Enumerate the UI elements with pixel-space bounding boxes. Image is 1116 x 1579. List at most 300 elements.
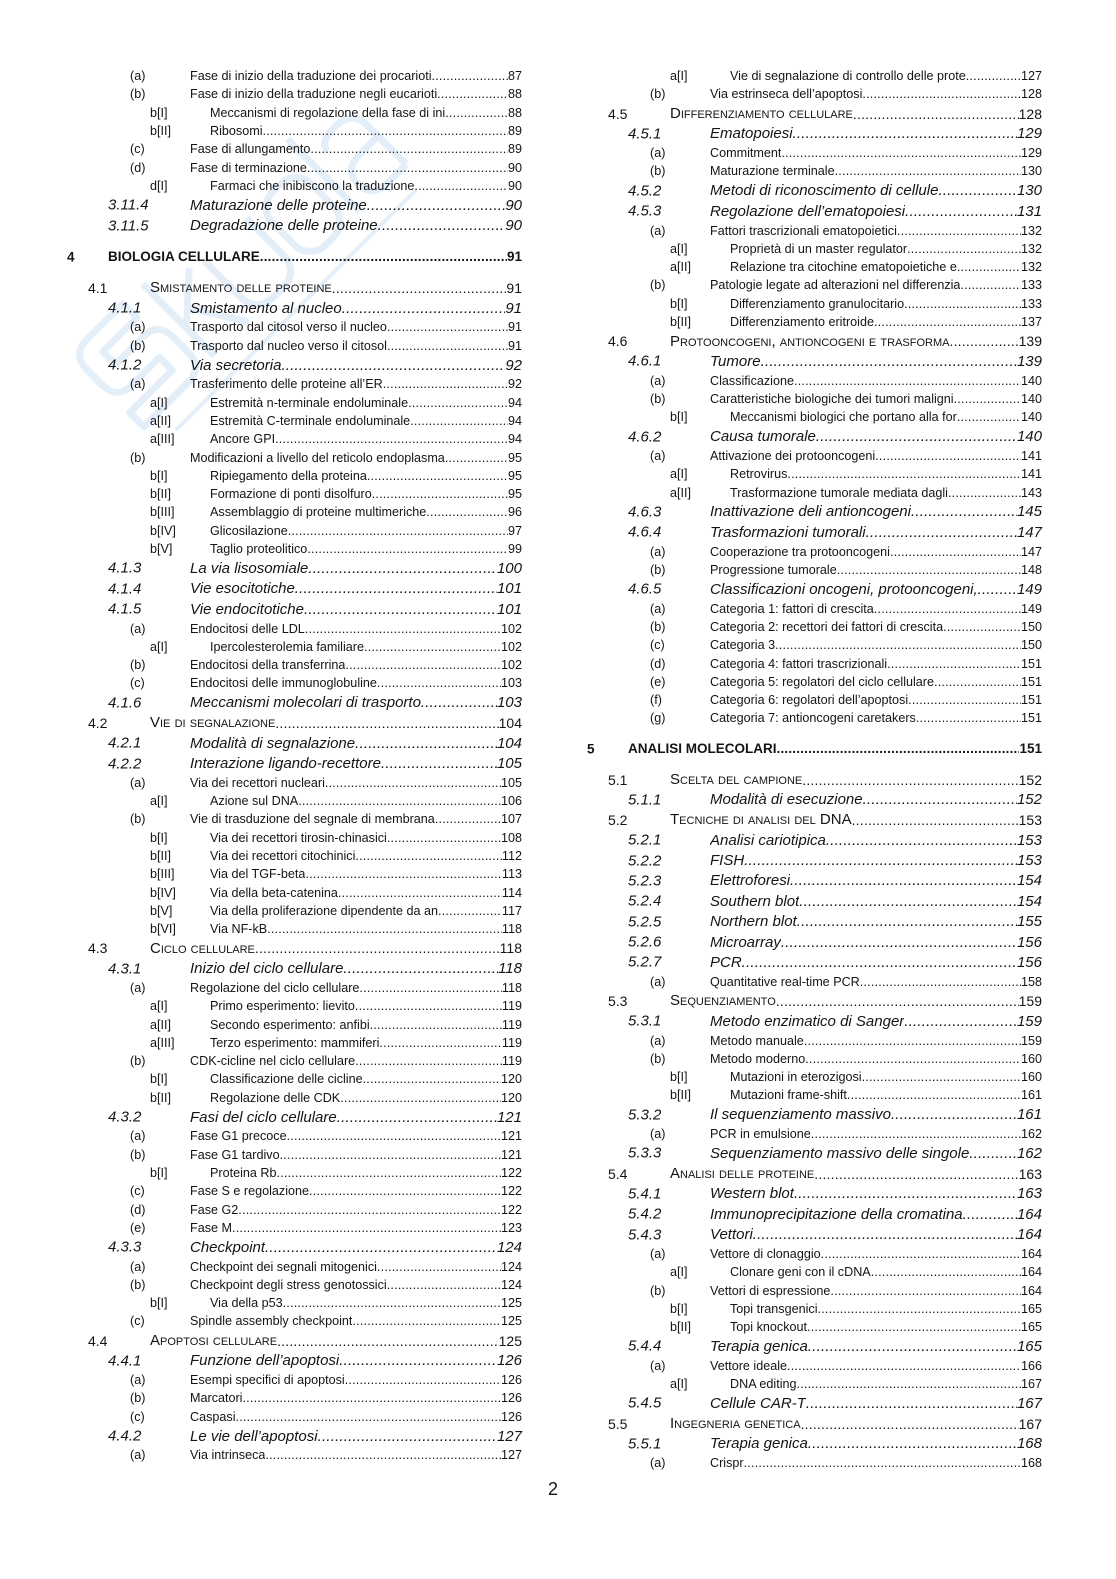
toc-entry-item[interactable] xyxy=(585,1031,1042,1049)
dot-leader xyxy=(379,1036,502,1050)
toc-entry-subsection[interactable] xyxy=(585,790,1042,810)
toc-entry-page: 91 xyxy=(506,279,522,296)
toc-entry-subsection[interactable] xyxy=(65,599,522,619)
toc-entry-title: Meccanismi molecolari di trasporto xyxy=(190,694,421,712)
toc-entry-title: Farmaci che inibiscono la traduzione xyxy=(210,178,415,193)
toc-entry-subitem[interactable] xyxy=(585,1318,1042,1336)
toc-entry-subitem[interactable] xyxy=(65,920,522,938)
toc-entry-title: Maturazione delle proteine xyxy=(190,196,367,214)
toc-entry-subsection[interactable] xyxy=(585,1105,1042,1125)
toc-entry-number: 5.2.4 xyxy=(628,892,662,910)
dot-leader xyxy=(355,999,502,1013)
toc-entry-item[interactable] xyxy=(65,67,522,85)
toc-entry-number: 4.3.2 xyxy=(108,1108,142,1126)
toc-entry-subsection[interactable] xyxy=(585,830,1042,850)
toc-entry-page: 103 xyxy=(500,676,522,691)
dot-leader xyxy=(267,922,502,936)
toc-entry-page: 164 xyxy=(1020,1265,1042,1280)
toc-entry-item[interactable] xyxy=(65,619,522,637)
dot-leader xyxy=(794,374,1021,388)
toc-entry-number: 5.5.1 xyxy=(628,1435,662,1453)
toc-entry-item[interactable] xyxy=(65,774,522,792)
dot-leader xyxy=(426,505,508,519)
page-number: 2 xyxy=(547,1479,558,1499)
toc-entry-subitem[interactable] xyxy=(585,1086,1042,1104)
toc-entry-item[interactable] xyxy=(585,144,1042,162)
toc-entry-page: 91 xyxy=(507,320,522,335)
dot-leader xyxy=(387,1278,501,1292)
toc-entry-page: 130 xyxy=(1020,164,1042,179)
toc-entry-subitem[interactable] xyxy=(65,1294,522,1312)
dot-leader xyxy=(410,414,508,428)
toc-entry-number: (a) xyxy=(650,1033,666,1048)
toc-entry-number: b[II] xyxy=(670,1320,691,1335)
toc-entry-subitem[interactable] xyxy=(65,865,522,883)
toc-entry-subitem[interactable] xyxy=(65,104,522,122)
toc-entry-section[interactable] xyxy=(585,1164,1042,1184)
toc-entry-number: 4.2 xyxy=(88,714,108,731)
toc-entry-subsection[interactable] xyxy=(585,1184,1042,1204)
toc-entry-item[interactable] xyxy=(585,636,1042,654)
toc-entry-item[interactable] xyxy=(585,1281,1042,1299)
dot-leader xyxy=(957,410,1021,424)
toc-entry-number: a[I] xyxy=(670,241,688,256)
toc-entry-subsection[interactable] xyxy=(65,1237,522,1257)
toc-entry-subsection[interactable] xyxy=(585,124,1042,144)
toc-entry-chapter[interactable] xyxy=(585,728,1042,770)
toc-entry-subitem[interactable] xyxy=(585,1300,1042,1318)
dot-leader xyxy=(287,1129,501,1143)
toc-entry-page: 140 xyxy=(1020,373,1042,388)
toc-entry-subsection[interactable] xyxy=(585,932,1042,952)
toc-entry-subsection[interactable] xyxy=(585,1143,1042,1163)
toc-entry-item[interactable] xyxy=(65,1219,522,1237)
toc-entry-subsection[interactable] xyxy=(65,579,522,599)
toc-entry-title: Degradazione delle proteine xyxy=(190,217,378,235)
toc-entry-page: 152 xyxy=(1016,791,1042,809)
toc-entry-page: 119 xyxy=(501,1054,522,1069)
toc-entry-subitem[interactable] xyxy=(585,295,1042,313)
dot-leader xyxy=(897,224,1021,238)
toc-entry-page: 167 xyxy=(1020,1377,1042,1392)
toc-entry-item[interactable] xyxy=(65,1146,522,1164)
dot-leader xyxy=(916,711,1021,725)
toc-entry-item[interactable] xyxy=(585,709,1042,727)
toc-entry-item[interactable] xyxy=(65,318,522,336)
toc-entry-item[interactable] xyxy=(65,979,522,997)
toc-entry-subsection[interactable] xyxy=(585,952,1042,972)
toc-entry-title: Regolazione dell’ematopoiesi xyxy=(710,202,906,220)
toc-entry-subsection[interactable] xyxy=(585,522,1042,542)
toc-entry-title: Checkpoint dei segnali mitogenici xyxy=(190,1259,377,1274)
toc-entry-title: Inizio del ciclo cellulare xyxy=(190,960,344,978)
toc-entry-title: Categoria 6: regolatori dell’apoptosi xyxy=(710,693,909,708)
dot-leader xyxy=(847,1088,1021,1102)
toc-entry-item[interactable] xyxy=(65,1276,522,1294)
toc-entry-number: 4.6.1 xyxy=(628,352,662,370)
toc-entry-subitem[interactable] xyxy=(65,522,522,540)
toc-entry-subsection[interactable] xyxy=(585,912,1042,932)
toc-entry-number: 4.6.5 xyxy=(628,580,662,598)
toc-entry-item[interactable] xyxy=(65,656,522,674)
toc-entry-subsection[interactable] xyxy=(65,1107,522,1127)
toc-entry-item[interactable] xyxy=(585,691,1042,709)
toc-entry-title: Vettore di clonaggio xyxy=(710,1246,821,1261)
toc-entry-subsection[interactable] xyxy=(65,693,522,713)
toc-entry-subitem[interactable] xyxy=(65,540,522,558)
toc-entry-number: b[II] xyxy=(150,849,171,864)
toc-entry-subitem[interactable] xyxy=(65,638,522,656)
toc-entry-subsection[interactable] xyxy=(65,558,522,578)
toc-entry-page: 140 xyxy=(1020,391,1042,406)
toc-entry-subitem[interactable] xyxy=(65,1089,522,1107)
toc-entry-subitem[interactable] xyxy=(585,240,1042,258)
toc-entry-title: Meccanismi biologici che portano alla for xyxy=(730,410,957,425)
toc-entry-item[interactable] xyxy=(65,810,522,828)
dot-leader xyxy=(445,451,508,465)
toc-entry-title: Trasferimento delle proteine all’ER xyxy=(190,377,383,392)
toc-entry-title: Fase di allungamento xyxy=(190,142,311,157)
toc-entry-subsection[interactable] xyxy=(585,891,1042,911)
toc-entry-item[interactable] xyxy=(65,1389,522,1407)
toc-entry-page: 119 xyxy=(501,999,522,1014)
toc-entry-subsection[interactable] xyxy=(65,1351,522,1371)
toc-entry-subitem[interactable] xyxy=(65,503,522,521)
toc-entry-page: 139 xyxy=(1016,352,1042,370)
toc-entry-item[interactable] xyxy=(585,390,1042,408)
dot-leader xyxy=(309,1184,501,1198)
toc-entry-subsection[interactable] xyxy=(65,958,522,978)
toc-entry-number: 4.1.6 xyxy=(108,694,142,712)
toc-entry-subitem[interactable] xyxy=(65,1164,522,1182)
toc-entry-subitem[interactable] xyxy=(585,1263,1042,1281)
dot-leader xyxy=(807,1320,1021,1334)
dot-leader xyxy=(318,1428,497,1445)
toc-entry-title: Via dei recettori citochinici xyxy=(210,849,356,864)
toc-entry-page: 96 xyxy=(507,505,522,520)
toc-entry-subsection[interactable] xyxy=(585,181,1042,201)
toc-entry-subitem[interactable] xyxy=(585,408,1042,426)
dot-leader xyxy=(355,849,502,863)
toc-entry-number: 5.4.1 xyxy=(628,1185,662,1203)
toc-entry-number: (b) xyxy=(130,812,146,827)
toc-entry-item[interactable] xyxy=(585,1050,1042,1068)
toc-entry-subsection[interactable] xyxy=(585,871,1042,891)
toc-entry-item[interactable] xyxy=(585,1125,1042,1143)
toc-entry-number: (b) xyxy=(650,1283,666,1298)
toc-entry-item[interactable] xyxy=(65,140,522,158)
toc-entry-subsection[interactable] xyxy=(65,733,522,753)
toc-entry-subitem[interactable] xyxy=(65,122,522,140)
toc-entry-title: Cooperazione tra protooncogeni xyxy=(710,544,890,559)
toc-entry-title: Via dei recettori nucleari xyxy=(190,775,325,790)
dot-leader xyxy=(260,249,507,264)
toc-entry-section[interactable] xyxy=(65,278,522,298)
dot-leader xyxy=(263,124,508,138)
toc-entry-page: 126 xyxy=(500,1373,522,1388)
toc-entry-page: 164 xyxy=(1016,1226,1042,1244)
toc-entry-subitem[interactable] xyxy=(65,902,522,920)
toc-entry-subsection[interactable] xyxy=(585,426,1042,446)
dot-leader xyxy=(804,1034,1021,1048)
toc-entry-title: Via della p53 xyxy=(210,1296,283,1311)
dot-leader xyxy=(277,1333,499,1349)
dot-leader xyxy=(342,300,506,317)
toc-entry-item[interactable] xyxy=(585,618,1042,636)
toc-entry-title: Commitment xyxy=(710,146,782,161)
toc-entry-title: Fasi del ciclo cellulare xyxy=(190,1108,337,1126)
toc-entry-item[interactable] xyxy=(585,654,1042,672)
dot-leader xyxy=(852,812,1019,828)
toc-entry-page: 139 xyxy=(1018,333,1042,350)
dot-leader xyxy=(265,1239,497,1256)
dot-leader xyxy=(862,1070,1021,1084)
toc-entry-item[interactable] xyxy=(585,85,1042,103)
toc-entry-title: Tumore xyxy=(710,352,761,370)
toc-entry-section[interactable] xyxy=(65,1331,522,1351)
toc-entry-title: Fase M xyxy=(190,1220,232,1235)
toc-entry-page: 149 xyxy=(1020,601,1042,616)
toc-entry-subitem[interactable] xyxy=(65,467,522,485)
toc-entry-number: (b) xyxy=(650,87,666,102)
toc-entry-subsection[interactable] xyxy=(585,1434,1042,1454)
dot-leader xyxy=(814,1166,1018,1182)
toc-entry-section[interactable] xyxy=(585,104,1042,124)
toc-entry-title: Differenziamento granulocitario xyxy=(730,296,905,311)
toc-entry-title: Causa tumorale xyxy=(710,428,816,446)
toc-entry-page: 92 xyxy=(507,377,522,392)
dot-leader xyxy=(911,503,1017,520)
toc-entry-title: Vie di segnalazione xyxy=(150,714,276,732)
toc-entry-item[interactable] xyxy=(585,973,1042,991)
toc-entry-item[interactable] xyxy=(65,674,522,692)
toc-entry-item[interactable] xyxy=(65,1127,522,1145)
toc-entry-number: (c) xyxy=(130,1409,145,1424)
toc-entry-subitem[interactable] xyxy=(65,829,522,847)
toc-entry-subitem[interactable] xyxy=(585,258,1042,276)
toc-entry-subsection[interactable] xyxy=(65,1426,522,1446)
toc-entry-number: (b) xyxy=(650,278,666,293)
toc-entry-item[interactable] xyxy=(585,447,1042,465)
toc-entry-page: 121 xyxy=(500,1129,522,1144)
toc-entry-number: (a) xyxy=(650,146,666,161)
toc-entry-page: 164 xyxy=(1016,1205,1042,1223)
toc-entry-page: 120 xyxy=(500,1090,522,1105)
toc-entry-item[interactable] xyxy=(65,158,522,176)
dot-leader xyxy=(265,1448,501,1462)
dot-leader xyxy=(387,320,508,334)
dot-leader xyxy=(408,396,508,410)
toc-entry-subitem[interactable] xyxy=(65,412,522,430)
toc-entry-number: (a) xyxy=(650,1127,666,1142)
toc-entry-subsection[interactable] xyxy=(65,355,522,375)
toc-entry-item[interactable] xyxy=(585,542,1042,560)
toc-entry-page: 148 xyxy=(1020,562,1042,577)
toc-entry-subitem[interactable] xyxy=(65,884,522,902)
toc-entry-item[interactable] xyxy=(585,1454,1042,1472)
toc-entry-item[interactable] xyxy=(585,1245,1042,1263)
toc-entry-subitem[interactable] xyxy=(585,465,1042,483)
dot-leader xyxy=(862,87,1021,101)
dot-leader xyxy=(288,524,508,538)
toc-entry-section[interactable] xyxy=(585,1414,1042,1434)
toc-entry-title: Patologie legate ad alterazioni nel differenzia xyxy=(710,278,961,293)
toc-entry-number: (c) xyxy=(130,676,145,691)
dot-leader xyxy=(777,741,1020,756)
toc-entry-chapter[interactable] xyxy=(65,236,522,278)
toc-entry-item[interactable] xyxy=(65,1052,522,1070)
toc-entry-item[interactable] xyxy=(65,1312,522,1330)
toc-entry-subsection[interactable] xyxy=(585,502,1042,522)
toc-entry-page: 90 xyxy=(505,217,522,235)
toc-entry-title: Elettroforesi xyxy=(710,872,791,890)
toc-entry-item[interactable] xyxy=(65,1446,522,1464)
dot-leader xyxy=(277,1166,501,1180)
toc-entry-number: b[III] xyxy=(150,867,175,882)
toc-entry-page: 88 xyxy=(507,105,522,120)
toc-entry-item[interactable] xyxy=(65,375,522,393)
toc-entry-number: b[IV] xyxy=(150,885,176,900)
dot-leader xyxy=(363,1072,501,1086)
toc-entry-subitem[interactable] xyxy=(65,847,522,865)
toc-entry-subitem[interactable] xyxy=(65,1015,522,1033)
dot-leader xyxy=(338,886,502,900)
toc-entry-item[interactable] xyxy=(585,561,1042,579)
toc-entry-item[interactable] xyxy=(585,673,1042,691)
dot-leader xyxy=(377,1260,501,1274)
toc-entry-title: Vie di segnalazione di controllo delle prote xyxy=(730,69,966,84)
toc-entry-title: FISH xyxy=(710,852,745,870)
toc-entry-subitem[interactable] xyxy=(65,177,522,195)
toc-entry-number: 5.4.5 xyxy=(628,1394,662,1412)
dot-leader xyxy=(236,1410,501,1424)
toc-entry-title: Metodo manuale xyxy=(710,1033,804,1048)
toc-entry-page: 154 xyxy=(1016,872,1042,890)
dot-leader xyxy=(378,217,506,234)
dot-leader xyxy=(978,581,1017,598)
toc-entry-subitem[interactable] xyxy=(65,792,522,810)
toc-entry-section[interactable] xyxy=(65,713,522,733)
toc-entry-subsection[interactable] xyxy=(585,1393,1042,1413)
toc-entry-subsection[interactable] xyxy=(65,195,522,215)
toc-entry-section[interactable] xyxy=(585,331,1042,351)
dot-leader xyxy=(255,940,500,956)
toc-entry-number: 5.3.3 xyxy=(628,1144,662,1162)
toc-entry-subsection[interactable] xyxy=(65,298,522,318)
toc-entry-page: 128 xyxy=(1018,105,1042,122)
toc-entry-title: Estremità C-terminale endoluminale xyxy=(210,413,411,428)
toc-entry-title: Sequenziamento massivo delle singole xyxy=(710,1144,970,1162)
toc-entry-subsection[interactable] xyxy=(585,1336,1042,1356)
toc-entry-subitem[interactable] xyxy=(65,430,522,448)
toc-entry-subsection[interactable] xyxy=(585,1204,1042,1224)
toc-entry-title: Caratteristiche biologiche dei tumori maligni xyxy=(710,391,954,406)
toc-entry-subitem[interactable] xyxy=(585,483,1042,501)
toc-entry-subsection[interactable] xyxy=(65,753,522,773)
toc-entry-page: 117 xyxy=(501,903,522,918)
toc-entry-number: 4.5.2 xyxy=(628,182,662,200)
toc-entry-item[interactable] xyxy=(585,1357,1042,1375)
toc-entry-subsection[interactable] xyxy=(585,850,1042,870)
toc-entry-subsection[interactable] xyxy=(585,351,1042,371)
toc-entry-subsection[interactable] xyxy=(585,1224,1042,1244)
toc-entry-page: 89 xyxy=(507,124,522,139)
toc-entry-page: 125 xyxy=(500,1314,522,1329)
dot-leader xyxy=(414,179,508,193)
toc-entry-item[interactable] xyxy=(585,221,1042,239)
toc-entry-item[interactable] xyxy=(65,1182,522,1200)
toc-entry-item[interactable] xyxy=(65,85,522,103)
toc-entry-item[interactable] xyxy=(65,1200,522,1218)
toc-entry-page: 159 xyxy=(1016,1012,1042,1030)
toc-entry-page: 124 xyxy=(500,1259,522,1274)
toc-entry-subitem[interactable] xyxy=(65,394,522,412)
toc-entry-page: 129 xyxy=(1020,146,1042,161)
toc-entry-subsection[interactable] xyxy=(65,215,522,235)
toc-entry-item[interactable] xyxy=(65,1408,522,1426)
toc-entry-subsection[interactable] xyxy=(585,201,1042,221)
toc-entry-subitem[interactable] xyxy=(585,1068,1042,1086)
toc-entry-subitem[interactable] xyxy=(65,997,522,1015)
toc-entry-item[interactable] xyxy=(585,372,1042,390)
toc-entry-section[interactable] xyxy=(585,770,1042,790)
toc-entry-number: 4.3.3 xyxy=(108,1238,142,1256)
toc-entry-page: 133 xyxy=(1020,296,1042,311)
toc-entry-title: Scelta del campione xyxy=(670,771,803,789)
dot-leader xyxy=(954,392,1021,406)
toc-entry-item[interactable] xyxy=(65,1257,522,1275)
toc-entry-item[interactable] xyxy=(65,1371,522,1389)
toc-entry-page: 154 xyxy=(1016,892,1042,910)
toc-entry-subsection[interactable] xyxy=(585,1011,1042,1031)
toc-entry-item[interactable] xyxy=(585,599,1042,617)
toc-entry-subitem[interactable] xyxy=(65,1070,522,1088)
toc-entry-title: Ingegneria genetica xyxy=(670,1415,801,1433)
toc-entry-subitem[interactable] xyxy=(65,485,522,503)
toc-entry-subitem[interactable] xyxy=(65,1034,522,1052)
toc-entry-title: Metodi di riconoscimento di cellule xyxy=(710,182,939,200)
toc-entry-subsection[interactable] xyxy=(585,579,1042,599)
toc-entry-title: Sequenziamento xyxy=(670,992,776,1010)
toc-entry-page: 91 xyxy=(506,249,522,265)
toc-entry-page: 101 xyxy=(496,580,522,598)
toc-entry-section[interactable] xyxy=(65,938,522,958)
toc-entry-page: 104 xyxy=(496,734,522,752)
toc-entry-item[interactable] xyxy=(65,448,522,466)
toc-entry-title: Topi knockout xyxy=(730,1320,808,1335)
toc-entry-subitem[interactable] xyxy=(585,67,1042,85)
toc-entry-subitem[interactable] xyxy=(585,1375,1042,1393)
toc-entry-page: 119 xyxy=(501,1017,522,1032)
toc-entry-item[interactable] xyxy=(585,162,1042,180)
toc-entry-number: 4.5 xyxy=(608,105,628,122)
toc-column-right xyxy=(585,67,1042,1472)
dot-leader xyxy=(908,693,1021,707)
toc-entry-number: (b) xyxy=(130,338,146,353)
dot-leader xyxy=(367,197,506,214)
toc-entry-number: 5.4.4 xyxy=(628,1337,662,1355)
toc-entry-item[interactable] xyxy=(65,337,522,355)
toc-entry-number: a[III] xyxy=(150,432,175,447)
toc-entry-subitem[interactable] xyxy=(585,313,1042,331)
toc-entry-section[interactable] xyxy=(585,991,1042,1011)
dot-leader xyxy=(835,164,1021,178)
toc-entry-page: 147 xyxy=(1016,523,1042,541)
toc-entry-section[interactable] xyxy=(585,810,1042,830)
toc-entry-page: 165 xyxy=(1020,1320,1042,1335)
toc-entry-number: (d) xyxy=(650,656,666,671)
toc-entry-item[interactable] xyxy=(585,276,1042,294)
